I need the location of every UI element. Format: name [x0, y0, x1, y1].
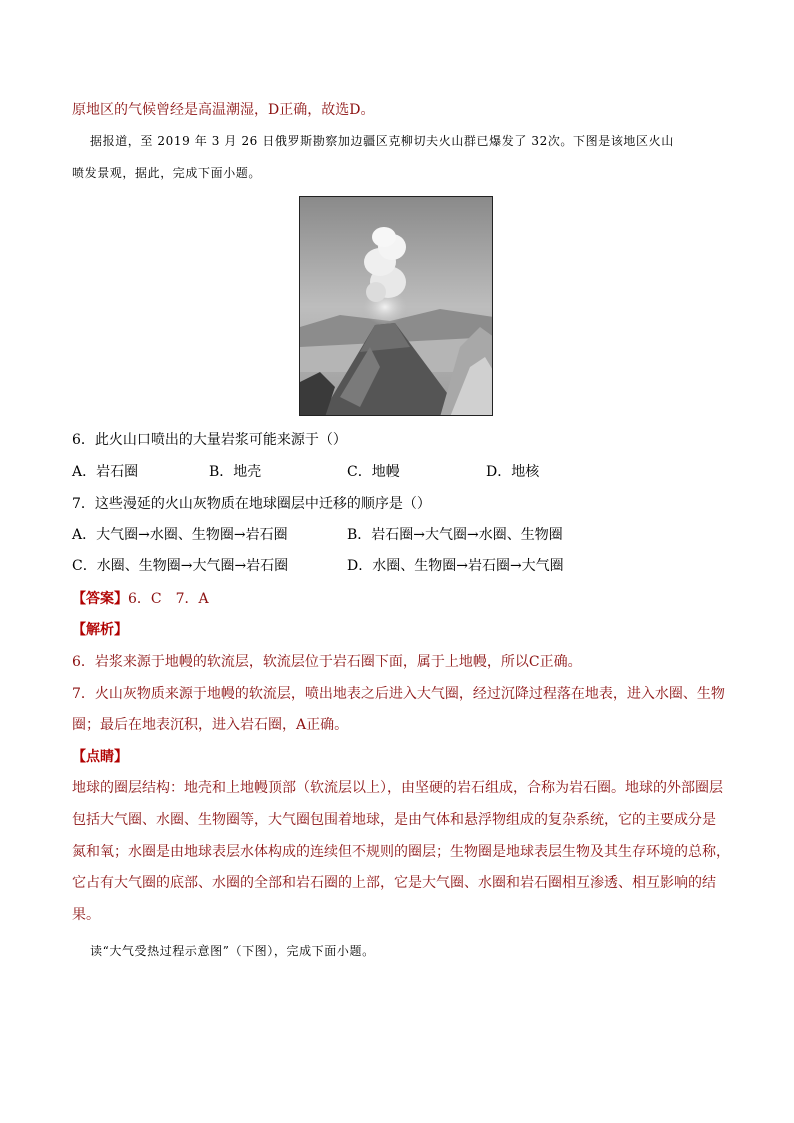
intro-line-2: 喷发景观，据此，完成下面小题。 — [72, 166, 262, 180]
analysis-heading — [72, 620, 128, 640]
q7-option-d: D．水圈、生物圈→岩石圈→大气圈 — [347, 558, 564, 574]
remark-line-1: 地球的圈层结构：地壳和上地幔顶部（软流层以上），由坚硬的岩石组成，合称为岩石圈。地球的外部圈层 — [72, 780, 723, 796]
answer-text: 6．C 7．A — [128, 591, 209, 607]
q6-option-b: B．地壳 — [209, 464, 262, 480]
volcano-eruption-photo — [299, 196, 493, 416]
question-6-stem: 6．此火山口喷出的大量岩浆可能来源于（） — [72, 432, 347, 448]
q7-option-c: C．水圈、生物圈→大气圈→岩石圈 — [72, 558, 289, 574]
analysis-label: 【解析】 — [72, 622, 128, 638]
remark-line-3: 氮和氧；水圈是由地球表层水体构成的连续但不规则的圈层；生物圈是地球表层生物及其生存环境的总称， — [72, 844, 730, 860]
intro-line-1: 据报道，至 2019 年 3 月 26 日俄罗斯勘察加边疆区克柳切夫火山群已爆发了 32次。下图是该地区火山 — [90, 134, 674, 148]
question-7-stem: 7．这些漫延的火山灰物质在地球圈层中迁移的顺序是（） — [72, 496, 431, 512]
q6-option-c: C．地幔 — [347, 464, 400, 480]
q6-option-d: D．地核 — [486, 464, 540, 480]
answer-label: 【答案】 — [72, 591, 128, 607]
remark-line-5: 果。 — [72, 907, 100, 923]
analysis-7-line-2: 圈；最后在地表沉积，进入岩石圈，A正确。 — [72, 717, 349, 733]
remark-line-4: 它占有大气圈的底部、水圈的全部和岩石圈的上部，它是大气圈、水圈和岩石圈相互渗透、相互影响的结 — [72, 875, 716, 891]
remark-label: 【点睛】 — [72, 749, 128, 765]
answer-line — [72, 589, 209, 609]
previous-conclusion: 原地区的气候曾经是高温潮湿，D正确，故选D。 — [72, 102, 375, 118]
remark-heading — [72, 747, 128, 767]
q7-option-a: A．大气圈→水圈、生物圈→岩石圈 — [72, 527, 288, 543]
remark-line-2: 包括大气圈、水圈、生物圈等，大气圈包围着地球，是由气体和悬浮物组成的复杂系统，它的主要成分是 — [72, 812, 716, 828]
q7-option-b: B．岩石圈→大气圈→水圈、生物圈 — [347, 527, 563, 543]
q6-option-a: A．岩石圈 — [72, 464, 139, 480]
analysis-6: 6．岩浆来源于地幔的软流层，软流层位于岩石圈下面，属于上地幔，所以C正确。 — [72, 654, 582, 670]
volcano-photo-icon — [300, 197, 493, 416]
analysis-7-line-1: 7．火山灰物质来源于地幔的软流层，喷出地表之后进入大气圈，经过沉降过程落在地表，进入水圈、生物 — [72, 686, 725, 702]
next-question-intro: 读“大气受热过程示意图”（下图），完成下面小题。 — [90, 944, 375, 958]
